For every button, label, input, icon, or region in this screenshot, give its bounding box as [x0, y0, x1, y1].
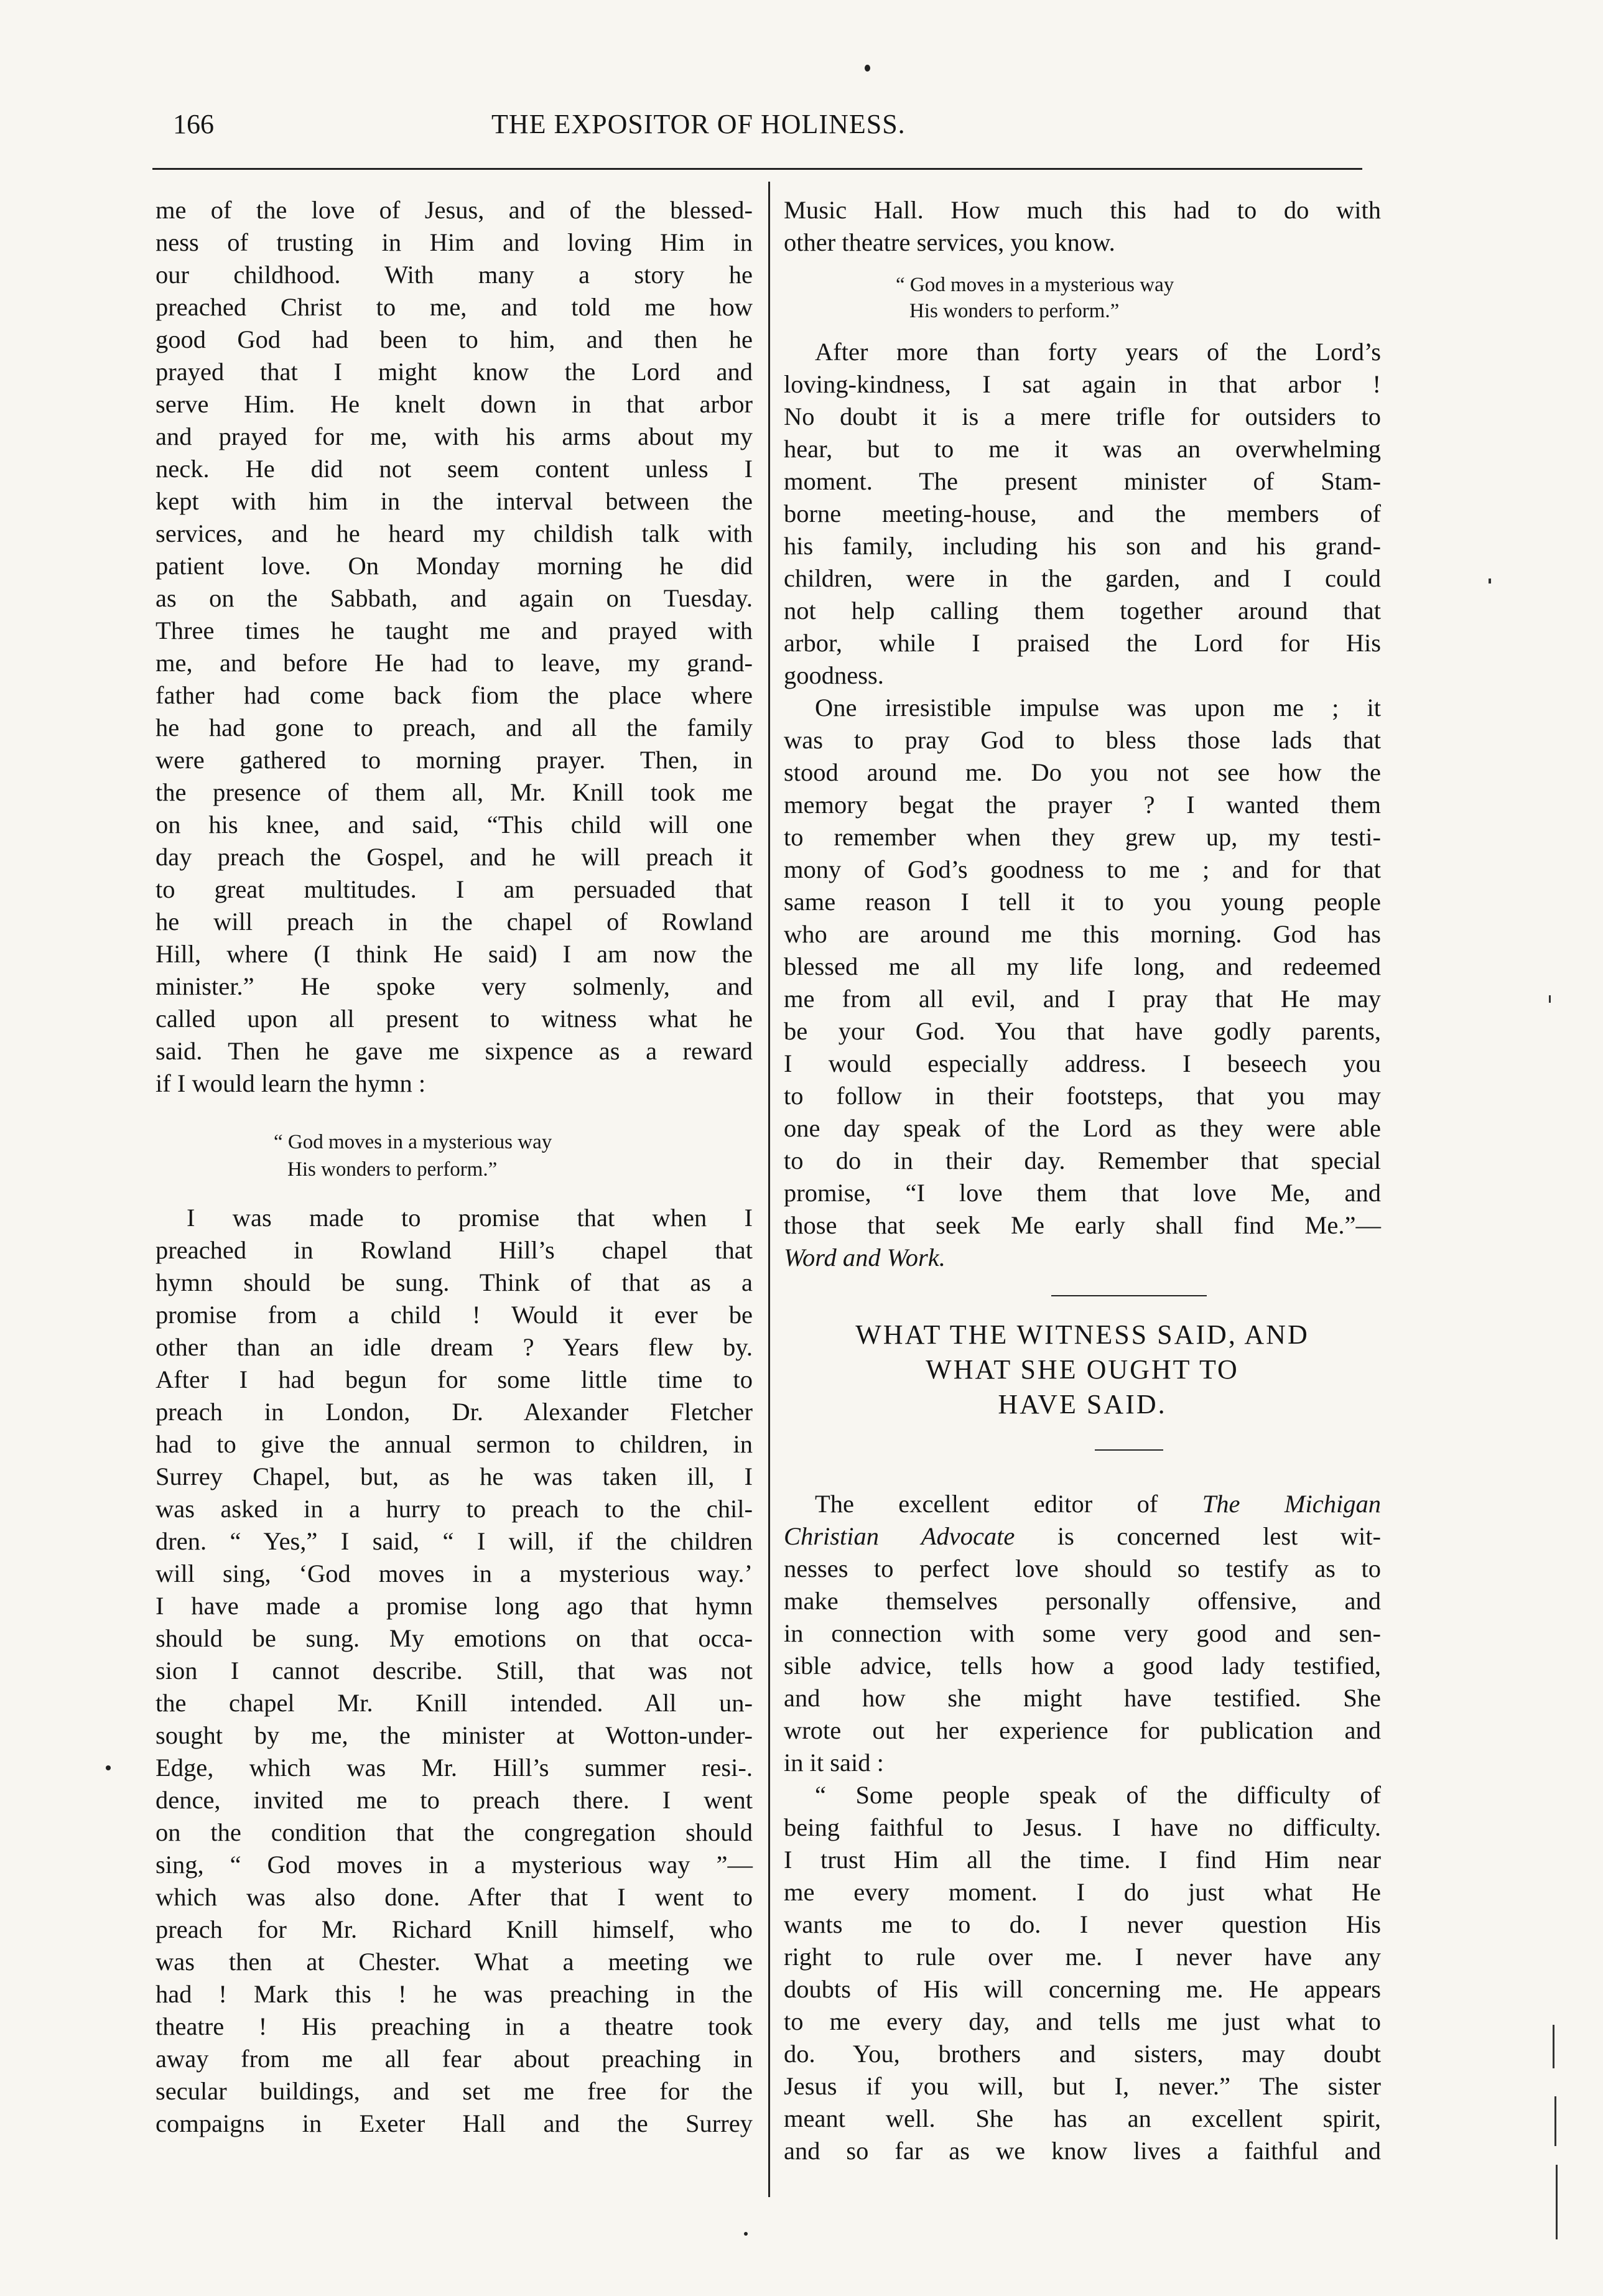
body-line: had ! Mark this ! he was preaching in the: [156, 1980, 753, 2008]
body-line: theatre ! His preaching in a theatre took: [156, 2012, 753, 2040]
body-line: Music Hall. How much this had to do with: [784, 196, 1381, 224]
body-line: in it said :: [784, 1749, 884, 1777]
body-line: sing, “ God moves in a mysterious way ”—: [156, 1851, 753, 1879]
body-line: loving-kindness, I sat again in that arbor !: [784, 370, 1381, 398]
body-line: doubts of His will concerning me. He appears: [784, 1975, 1381, 2003]
body-text: The excellent editor of: [815, 1490, 1202, 1518]
page-speck: [106, 1765, 111, 1770]
section-rule-bottom: [1095, 1449, 1163, 1451]
margin-mark: [1489, 579, 1491, 583]
body-line: blessed me all my life long, and redeemed: [784, 952, 1381, 980]
body-line: Edge, which was Mr. Hill’s summer resi-.: [156, 1754, 753, 1782]
section-heading-line: HAVE SAID.: [998, 1389, 1167, 1420]
body-line: Hill, where (I think He said) I am now the: [156, 940, 753, 968]
body-line: as on the Sabbath, and again on Tuesday.: [156, 584, 753, 612]
body-line: I would especially address. I beseech you: [784, 1049, 1381, 1077]
body-line: to remember when they grew up, my testi-: [784, 823, 1381, 851]
body-line: those that seek Me early shall find Me.”—: [784, 1211, 1381, 1239]
body-line: wants me to do. I never question His: [784, 1910, 1381, 1938]
body-line: make themselves personally offensive, and: [784, 1587, 1381, 1615]
body-line: if I would learn the hymn :: [156, 1069, 426, 1097]
body-line: sought by me, the minister at Wotton-under-: [156, 1721, 753, 1749]
body-line: children, were in the garden, and I could: [784, 564, 1381, 592]
margin-mark: [1549, 995, 1551, 1003]
body-line: serve Him. He knelt down in that arbor: [156, 390, 753, 418]
body-line: other than an idle dream ? Years flew by.: [156, 1333, 753, 1361]
body-line: preached Christ to me, and told me how: [156, 293, 753, 321]
body-line: same reason I tell it to you young people: [784, 888, 1381, 916]
body-line: After more than forty years of the Lord’s: [815, 338, 1381, 366]
body-line: had to give the annual sermon to children, in: [156, 1430, 753, 1458]
body-line: day preach the Gospel, and he will preach it: [156, 843, 753, 871]
body-line: promise from a child ! Would it ever be: [156, 1301, 753, 1329]
header-rule: [152, 168, 1362, 170]
body-line: ness of trusting in Him and loving Him in: [156, 228, 753, 256]
body-line: which was also done. After that I went to: [156, 1883, 753, 1911]
body-line: on his knee, and said, “This child will one: [156, 811, 753, 839]
body-line: hear, but to me it was an overwhelming: [784, 435, 1381, 463]
margin-mark: [1556, 2165, 1558, 2239]
body-line: was to pray God to bless those lads that: [784, 726, 1381, 754]
body-line: the chapel Mr. Knill intended. All un-: [156, 1689, 753, 1717]
body-line: prayed that I might know the Lord and: [156, 358, 753, 386]
section-rule-top: [1051, 1295, 1207, 1296]
body-line: patient love. On Monday morning he did: [156, 552, 753, 580]
body-line: kept with him in the interval between the: [156, 487, 753, 515]
body-line: one day speak of the Lord as they were able: [784, 1114, 1381, 1142]
body-line: compaigns in Exeter Hall and the Surrey: [156, 2109, 753, 2137]
section-heading-line: WHAT THE WITNESS SAID, AND: [855, 1319, 1309, 1350]
body-line: borne meeting-house, and the members of: [784, 500, 1381, 528]
body-line: meant well. She has an excellent spirit,: [784, 2104, 1381, 2132]
column-divider: [768, 182, 770, 2197]
body-line: arbor, while I praised the Lord for His: [784, 629, 1381, 657]
body-line: After I had begun for some little time to: [156, 1365, 753, 1393]
margin-mark: [1553, 2025, 1554, 2068]
running-title: THE EXPOSITOR OF HOLINESS.: [491, 109, 906, 139]
body-line: wrote out her experience for publication and: [784, 1716, 1381, 1744]
body-line: to do in their day. Remember that special: [784, 1146, 1381, 1174]
page-number: 166: [173, 109, 214, 139]
body-line: to follow in their footsteps, that you may: [784, 1082, 1381, 1110]
body-line: our childhood. With many a story he: [156, 261, 753, 289]
body-line: was asked in a hurry to preach to the chil-: [156, 1495, 753, 1523]
body-line: the presence of them all, Mr. Knill took me: [156, 778, 753, 806]
body-line: and how she might have testified. She: [784, 1684, 1381, 1712]
body-line: preach in London, Dr. Alexander Fletcher: [156, 1398, 753, 1426]
body-line: and prayed for me, with his arms about my: [156, 422, 753, 450]
body-line: nesses to perfect love should so testify as to: [784, 1555, 1381, 1583]
body-line: will sing, ‘God moves in a mysterious way.’: [156, 1559, 753, 1587]
hymn-line: “ God moves in a mysterious way: [896, 274, 1174, 296]
page-speck: [744, 2232, 748, 2236]
body-line: be your God. You that have godly parents,: [784, 1017, 1381, 1045]
body-line: his family, including his son and his grand-: [784, 532, 1381, 560]
body-line: to me every day, and tells me just what to: [784, 2007, 1381, 2035]
body-line: [784, 1520, 1381, 1553]
body-line: “ Some people speak of the difficulty of: [815, 1781, 1381, 1809]
body-line: dence, invited me to preach there. I went: [156, 1786, 753, 1814]
body-line: Jesus if you will, but I, never.” The sister: [784, 2072, 1381, 2100]
margin-mark: [1554, 2096, 1556, 2146]
hymn-line: His wonders to perform.”: [909, 300, 1120, 322]
body-line: should be sung. My emotions on that occa-: [156, 1624, 753, 1652]
body-line: and so far as we know lives a faithful and: [784, 2137, 1381, 2165]
body-line: services, and he heard my childish talk with: [156, 519, 753, 547]
body-line: Surrey Chapel, but, as he was taken ill, I: [156, 1462, 753, 1490]
body-line: me, and before He had to leave, my grand-: [156, 649, 753, 677]
body-line: minister.” He spoke very solmenly, and: [156, 972, 753, 1000]
body-line: he had gone to preach, and all the family: [156, 713, 753, 741]
body-line: [815, 1488, 1381, 1520]
body-line: said. Then he gave me sixpence as a reward: [156, 1037, 753, 1065]
body-line: other theatre services, you know.: [784, 228, 1115, 256]
body-line: me of the love of Jesus, and of the blessed-: [156, 196, 753, 224]
body-line: I have made a promise long ago that hymn: [156, 1592, 753, 1620]
body-line: me every moment. I do just what He: [784, 1878, 1381, 1906]
section-heading-line: WHAT SHE OUGHT TO: [926, 1354, 1239, 1385]
body-line: I trust Him all the time. I find Him near: [784, 1846, 1381, 1874]
body-line: One irresistible impulse was upon me ; it: [815, 694, 1381, 722]
body-line: moment. The present minister of Stam-: [784, 467, 1381, 495]
body-line: who are around me this morning. God has: [784, 920, 1381, 948]
body-line: were gathered to morning prayer. Then, in: [156, 746, 753, 774]
hymn-line: His wonders to perform.”: [287, 1158, 498, 1181]
publication-title: The Michigan: [1202, 1490, 1381, 1518]
hymn-line: “ God moves in a mysterious way: [274, 1131, 552, 1153]
body-line: on the condition that the congregation should: [156, 1818, 753, 1846]
page-speck: [865, 65, 870, 72]
body-line: called upon all present to witness what he: [156, 1005, 753, 1033]
body-line: was then at Chester. What a meeting we: [156, 1948, 753, 1976]
body-line: right to rule over me. I never have any: [784, 1943, 1381, 1971]
body-line: do. You, brothers and sisters, may doubt: [784, 2040, 1381, 2068]
body-line: preached in Rowland Hill’s chapel that: [156, 1236, 753, 1264]
body-line: promise, “I love them that love Me, and: [784, 1179, 1381, 1207]
body-line: sible advice, tells how a good lady testified,: [784, 1652, 1381, 1680]
body-line: in connection with some very good and sen-: [784, 1619, 1381, 1647]
body-line: sion I cannot describe. Still, that was not: [156, 1657, 753, 1685]
body-text: is concerned lest wit-: [1015, 1522, 1381, 1550]
body-line: me from all evil, and I pray that He may: [784, 985, 1381, 1013]
body-line: goodness.: [784, 661, 884, 689]
body-line: neck. He did not seem content unless I: [156, 455, 753, 483]
body-line: being faithful to Jesus. I have no difficulty.: [784, 1813, 1381, 1841]
body-line: father had come back fiom the place where: [156, 681, 753, 709]
body-line: Three times he taught me and prayed with: [156, 616, 753, 644]
body-line: hymn should be sung. Think of that as a: [156, 1268, 753, 1296]
body-line: good God had been to him, and then he: [156, 325, 753, 353]
attribution: Word and Work.: [784, 1243, 946, 1271]
body-line: preach for Mr. Richard Knill himself, who: [156, 1915, 753, 1943]
body-line: memory begat the prayer ? I wanted them: [784, 791, 1381, 819]
publication-title: Christian Advocate: [784, 1522, 1015, 1550]
body-line: he will preach in the chapel of Rowland: [156, 908, 753, 936]
body-line: secular buildings, and set me free for the: [156, 2077, 753, 2105]
body-line: not help calling them together around that: [784, 597, 1381, 625]
body-line: mony of God’s goodness to me ; and for that: [784, 855, 1381, 883]
body-line: dren. “ Yes,” I said, “ I will, if the children: [156, 1527, 753, 1555]
body-line: away from me all fear about preaching in: [156, 2045, 753, 2073]
body-line: I was made to promise that when I: [187, 1204, 753, 1232]
body-line: to great multitudes. I am persuaded that: [156, 875, 753, 903]
body-line: No doubt it is a mere trifle for outsiders to: [784, 402, 1381, 430]
body-line: stood around me. Do you not see how the: [784, 758, 1381, 786]
